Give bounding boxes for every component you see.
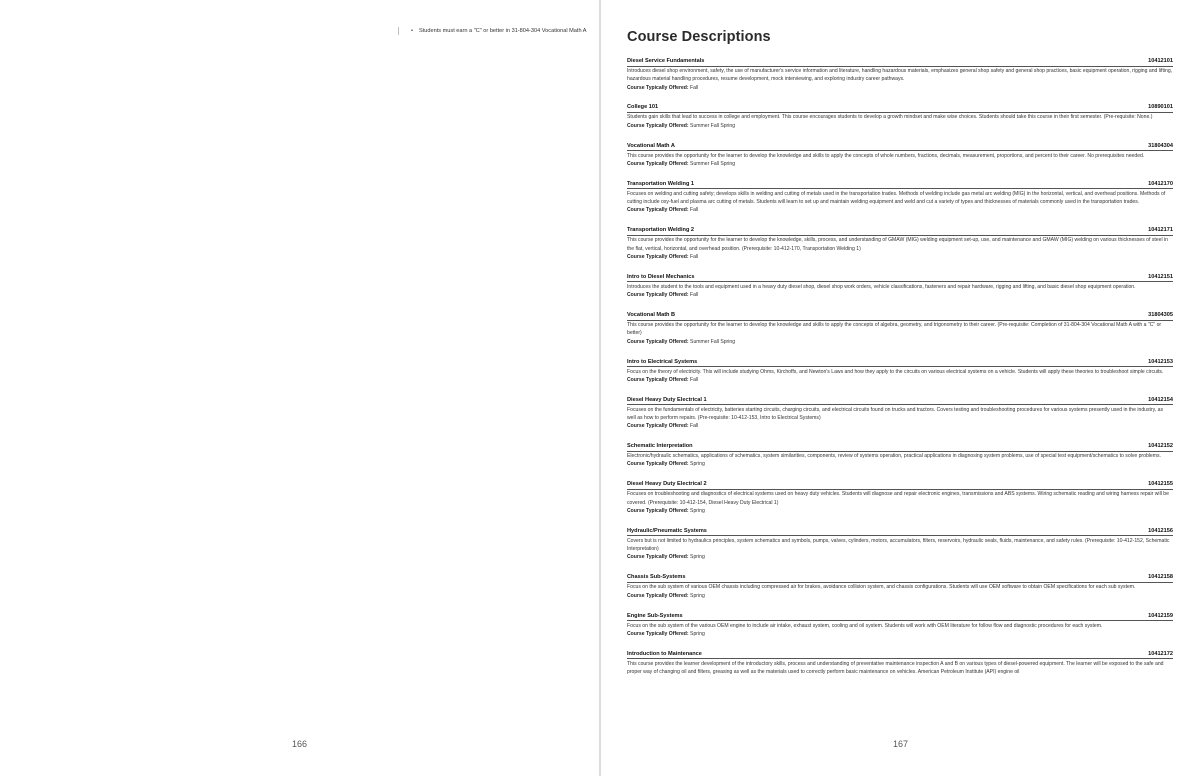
course-name: Transportation Welding 1 bbox=[627, 180, 695, 187]
course-entry bbox=[627, 143, 1173, 169]
offered-terms: Spring bbox=[690, 592, 705, 599]
course-description: Focus on the sub system of various OEM chassis including compressed air for brakes, avoidance collision system, and chassis configurations. Students will use OEM software to obtain OEM specifications for each sub system. bbox=[627, 584, 1136, 591]
course-code: 10412170 bbox=[1148, 180, 1173, 187]
course-offered bbox=[627, 376, 1173, 384]
course-name: Hydraulic/Pneumatic Systems bbox=[627, 527, 707, 534]
course-entry bbox=[627, 181, 1173, 215]
right-page bbox=[601, 0, 1200, 776]
course-header bbox=[627, 181, 1173, 190]
offered-label: Course Typically Offered: bbox=[627, 554, 689, 561]
course-code: 10412156 bbox=[1148, 527, 1173, 534]
course-description: Introduces the student to the tools and equipment used in a heavy duty diesel shop, diesel shop work orders, vehicle classifications, fasteners and repair hardware, rigging and lifting, and basic diesel shop equipment operation. bbox=[627, 283, 1136, 290]
course-entry bbox=[627, 104, 1173, 130]
course-name: Intro to Electrical Systems bbox=[627, 358, 698, 365]
course-offered bbox=[627, 630, 1173, 638]
course-code: 10412159 bbox=[1148, 612, 1173, 619]
page-number-left: 166 bbox=[292, 739, 308, 749]
course-header bbox=[627, 443, 1173, 452]
course-header bbox=[627, 143, 1173, 152]
offered-label: Course Typically Offered: bbox=[627, 376, 689, 383]
course-header bbox=[627, 528, 1173, 537]
course-description: Focuses on the fundamentals of electricity, batteries starting circuits, charging circuits, and electrical circuits found on trucks and tractors. Covers testing and troubleshooting procedures for various systems presently used in the industry, as well as how to perform repairs. (Pre-requisite: 10-412-153, Intro to Electrical Systems) bbox=[627, 406, 1164, 421]
course-code: 10412155 bbox=[1148, 481, 1173, 488]
course-description: Students gain skills that lead to success in college and employment. This course encourages students to develop a growth mindset and make wise choices. Students should take this course in their first semester. (Pre-requisite: None.) bbox=[627, 114, 1153, 121]
course-description: Focus on the theory of electricity. This will include studying Ohms, Kirchoffs, and Newton's Laws and how they apply to the circuits on various electrical systems on a vehicle. Students will apply these theories to troubleshoot simple circuits. bbox=[627, 368, 1164, 375]
course-code: 10412151 bbox=[1148, 273, 1173, 280]
course-entry bbox=[627, 227, 1173, 261]
course-name: Introduction to Maintenance bbox=[627, 650, 702, 657]
course-name: Engine Sub-Systems bbox=[627, 612, 683, 619]
course-name: Vocational Math A bbox=[627, 142, 675, 149]
offered-terms: Fall bbox=[690, 84, 699, 91]
course-entry bbox=[627, 312, 1173, 346]
course-entry bbox=[627, 613, 1173, 639]
offered-label: Course Typically Offered: bbox=[627, 122, 689, 129]
course-offered bbox=[627, 338, 1173, 346]
offered-label: Course Typically Offered: bbox=[627, 207, 689, 214]
page-title: Course Descriptions bbox=[627, 29, 771, 45]
offered-terms: Fall bbox=[690, 253, 699, 260]
course-description: Introduces diesel shop environment, safety, the use of manufacturer's service information and literature, handling hazardous materials, emphasizes general shop safety and general shop practices, basic equipment operation, rigging and lifting, hazardous material handling procedures, resume development, mock interviewing, and exploring industry career pathways. bbox=[627, 68, 1173, 83]
course-description: Electronic/hydraulic schematics, applications of schematics, system similarities, components, review of systems operation, practical applications in diagnosing system problems, use of special test equipment/schematics to solve problems. bbox=[627, 453, 1161, 460]
course-description: Focuses on troubleshooting and diagnostics of electrical systems used on heavy duty vehicles. Students will diagnose and repair electronic engines, transmissions and ABS systems. Wiring schematic reading and wiring harness repair will be covered. (Prerequisite: 10-412-154, Diesel Heavy Duty Electrical 1) bbox=[627, 491, 1169, 506]
course-description: Focuses on welding and cutting safety; develops skills in welding and cutting of metals used in the transportation trades. Methods of welding include gas metal arc welding (MIG) in the horizontal, vertical, and overhead positions. Methods of cutting include oxy-fuel and plasma arc cutting of metals. Students will learn to set up and maintain welding equipment and weld and cut a variety of types and thicknesses of materials commonly used in the transportation trades. bbox=[627, 190, 1166, 206]
course-header bbox=[627, 104, 1173, 113]
side-note bbox=[398, 27, 588, 35]
course-entry bbox=[627, 359, 1173, 385]
course-description: Covers but is not limited to hydraulics principles, system schematics and symbols, pumps, valves, cylinders, motors, accumulators, filters, reservoirs, hydraulic seals, fluids, maintenance, and safety rules. (Prerequisite: 10-412-152, Schematic Interpretation) bbox=[627, 537, 1170, 553]
course-name: Schematic Interpretation bbox=[627, 443, 693, 450]
course-offered bbox=[627, 206, 1173, 214]
course-entry bbox=[627, 274, 1173, 300]
offered-label: Course Typically Offered: bbox=[627, 592, 689, 599]
course-header bbox=[627, 274, 1173, 283]
course-offered bbox=[627, 122, 1173, 130]
course-description: This course provides the opportunity for the learner to develop the knowledge and skills to apply the concepts of whole numbers, fractions, decimals, measurement, proportions, and percent to their career. No prerequisites needed. bbox=[627, 152, 1145, 159]
offered-terms: Spring bbox=[690, 630, 705, 637]
course-name: Diesel Service Fundamentals bbox=[627, 58, 705, 64]
course-offered bbox=[627, 160, 1173, 168]
course-header bbox=[627, 58, 1173, 67]
course-header bbox=[627, 397, 1173, 406]
course-entry bbox=[627, 528, 1173, 562]
offered-terms: Summer Fall Spring bbox=[690, 338, 736, 345]
course-entry bbox=[627, 481, 1173, 515]
course-code: 10412172 bbox=[1148, 650, 1173, 657]
course-offered bbox=[627, 291, 1173, 299]
course-code: 10890101 bbox=[1148, 104, 1173, 111]
course-code: 31804304 bbox=[1148, 142, 1173, 149]
offered-terms: Spring bbox=[690, 554, 705, 561]
course-offered bbox=[627, 253, 1173, 261]
course-description: Focus on the sub system of the various OEM engine to include air intake, exhaust system, cooling and oil system. Students will work with OEM literature for follow flow and diagnostic procedures for each system. bbox=[627, 622, 1103, 629]
course-name: College 101 bbox=[627, 104, 659, 111]
offered-terms: Fall bbox=[690, 376, 699, 383]
offered-label: Course Typically Offered: bbox=[627, 461, 689, 468]
course-entry bbox=[627, 651, 1173, 677]
course-description: This course provides the opportunity for the learner to develop the knowledge and skills to apply the concepts of algebra, geometry, and trigonometry to their career. (Pre-requisite: Completion of 31-804-304 Vocational Math A with a "C" or better) bbox=[627, 322, 1162, 337]
offered-label: Course Typically Offered: bbox=[627, 84, 689, 91]
course-offered bbox=[627, 422, 1173, 430]
course-name: Diesel Heavy Duty Electrical 1 bbox=[627, 396, 707, 403]
course-offered bbox=[627, 553, 1173, 561]
course-header bbox=[627, 312, 1173, 321]
offered-label: Course Typically Offered: bbox=[627, 160, 689, 167]
course-description: This course provides the opportunity for the learner to develop the knowledge, skills, process, and understanding of GMAW (MIG) welding equipment set-up, use, and maintenance and GMAW (MIG) welding on various thicknesses of steel in the flat, vertical, horizontal, and overhead position. (Prerequisite: 10-412-170, Transportation Welding 1) bbox=[627, 237, 1168, 252]
offered-terms: Spring bbox=[690, 461, 705, 468]
offered-terms: Fall bbox=[690, 292, 699, 299]
course-header bbox=[627, 613, 1173, 622]
course-entry bbox=[627, 58, 1173, 92]
course-header bbox=[627, 481, 1173, 490]
course-description: This course provides the learner development of the introductory skills, process and understanding of preventative maintenance inspection A and B on various types of diesel-powered equipment. The learner will be exposed to the safe and proper way of changing oil and filters, greasing as well as the materials used to correctly perform basic maintenance on vehicles. American Petroleum Institute (API) engine oil bbox=[627, 660, 1164, 675]
offered-terms: Fall bbox=[690, 423, 699, 430]
course-name: Vocational Math B bbox=[627, 312, 676, 319]
course-offered bbox=[627, 507, 1173, 515]
offered-label: Course Typically Offered: bbox=[627, 338, 689, 345]
course-header bbox=[627, 227, 1173, 236]
course-entry bbox=[627, 443, 1173, 469]
course-offered bbox=[627, 460, 1173, 468]
course-code: 10412152 bbox=[1148, 443, 1173, 450]
page-number-right: 167 bbox=[893, 739, 909, 749]
course-name: Chassis Sub-Systems bbox=[627, 574, 686, 581]
course-code: 10412158 bbox=[1148, 574, 1173, 581]
offered-label: Course Typically Offered: bbox=[627, 253, 689, 260]
course-code: 10412153 bbox=[1148, 358, 1173, 365]
offered-terms: Summer Fall Spring bbox=[690, 122, 736, 129]
course-name: Diesel Heavy Duty Electrical 2 bbox=[627, 481, 707, 488]
course-entry bbox=[627, 574, 1173, 600]
offered-label: Course Typically Offered: bbox=[627, 507, 689, 514]
course-name: Intro to Diesel Mechanics bbox=[627, 273, 695, 280]
course-list bbox=[627, 58, 1173, 734]
bullet-icon: • bbox=[411, 28, 413, 34]
offered-label: Course Typically Offered: bbox=[627, 630, 689, 637]
course-offered bbox=[627, 84, 1173, 92]
course-header bbox=[627, 574, 1173, 583]
offered-terms: Fall bbox=[690, 207, 699, 214]
course-code: 10412101 bbox=[1148, 58, 1173, 64]
offered-terms: Summer Fall Spring bbox=[690, 160, 736, 167]
left-page bbox=[0, 0, 599, 776]
offered-label: Course Typically Offered: bbox=[627, 423, 689, 430]
course-code: 31804305 bbox=[1148, 312, 1173, 319]
side-note-text: Students must earn a "C" or better in 31-804-304 Vocational Math A bbox=[419, 28, 587, 34]
offered-label: Course Typically Offered: bbox=[627, 292, 689, 299]
course-name: Transportation Welding 2 bbox=[627, 227, 695, 234]
course-entry bbox=[627, 397, 1173, 431]
offered-terms: Spring bbox=[690, 507, 705, 514]
course-offered bbox=[627, 592, 1173, 600]
course-code: 10412154 bbox=[1148, 396, 1173, 403]
course-header bbox=[627, 651, 1173, 660]
course-code: 10412171 bbox=[1148, 227, 1173, 234]
course-header bbox=[627, 359, 1173, 368]
